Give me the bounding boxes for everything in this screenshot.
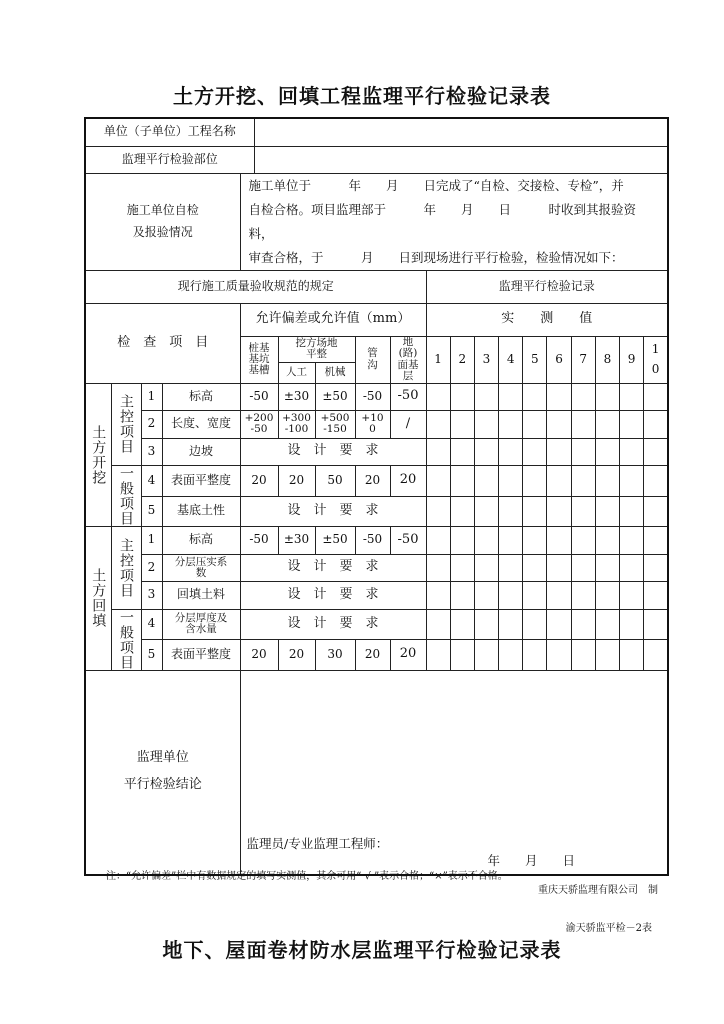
measured-value-cell[interactable]	[571, 554, 595, 582]
measured-value-cell[interactable]	[499, 582, 523, 610]
measured-value-cell[interactable]	[595, 383, 619, 411]
measured-value-cell[interactable]	[499, 496, 523, 527]
measured-value-cell[interactable]	[426, 383, 450, 411]
table-row	[85, 640, 668, 671]
inspection-part-label: 监理平行检验部位	[85, 146, 254, 173]
item-number: 4	[141, 466, 162, 497]
measured-value-cell[interactable]	[523, 554, 547, 582]
measured-value-cell[interactable]	[499, 554, 523, 582]
measured-value-cell[interactable]	[571, 582, 595, 610]
measured-value-cell[interactable]	[450, 609, 474, 640]
main-items-label	[111, 527, 141, 610]
measured-value-cell[interactable]	[523, 438, 547, 466]
tolerance-value: 20	[278, 640, 315, 671]
measured-value-cell[interactable]	[547, 438, 571, 466]
col-manual: 人工	[278, 362, 315, 383]
measured-value-cell[interactable]	[450, 527, 474, 555]
spec-header: 现行施工质量验收规范的规定	[85, 270, 426, 303]
measured-value-cell[interactable]	[523, 466, 547, 497]
measured-value-cell[interactable]	[426, 496, 450, 527]
measured-value-cell[interactable]	[595, 466, 619, 497]
tolerance-value: 20	[355, 466, 390, 497]
measured-value-cell[interactable]	[547, 411, 571, 439]
measured-value-cell[interactable]	[450, 383, 474, 411]
date-label: 年 月 日	[487, 852, 576, 868]
main-items-label	[111, 383, 141, 466]
measured-value-cell[interactable]	[450, 582, 474, 610]
self-check-label	[85, 173, 240, 270]
measured-value-cell[interactable]	[474, 411, 498, 439]
inspection-part-field[interactable]	[254, 146, 668, 173]
check-items-header: 检 查 项 目	[85, 303, 240, 383]
measured-value-cell[interactable]	[595, 609, 619, 640]
col-road: 地(路)面基层	[390, 336, 426, 383]
tolerance-value: +200 -50	[240, 411, 278, 439]
maker: 重庆天骄监理有限公司 制	[538, 885, 658, 896]
tolerance-value: 20	[240, 640, 278, 671]
measured-value-cell[interactable]	[523, 496, 547, 527]
item-name: 回填土料	[162, 582, 240, 610]
signature-label: 监理员/专业监理工程师：	[246, 835, 389, 851]
measured-value-cell[interactable]	[499, 466, 523, 497]
measure-col-header: 9	[620, 336, 644, 383]
measured-value-cell[interactable]	[523, 640, 547, 671]
measured-value-cell[interactable]	[595, 582, 619, 610]
item-name: 边坡	[162, 438, 240, 466]
tolerance-value: ±30	[278, 527, 315, 555]
section-label	[85, 383, 111, 527]
self-check-label-line: 施工单位自检	[126, 202, 199, 217]
conclusion-label-line: 监理单位	[136, 750, 189, 766]
conclusion-field[interactable]	[240, 670, 668, 875]
measured-value-cell[interactable]	[474, 527, 498, 555]
item-number: 5	[141, 496, 162, 527]
tolerance-value: -50	[240, 383, 278, 411]
measured-value-cell[interactable]	[499, 383, 523, 411]
measured-value-cell[interactable]	[523, 411, 547, 439]
tolerance-value: -50	[240, 527, 278, 555]
col-machine: 机械	[315, 362, 355, 383]
measured-value-cell[interactable]	[620, 438, 644, 466]
measured-value-cell[interactable]	[426, 554, 450, 582]
col-site: 挖方场地平整	[278, 336, 355, 362]
measured-value-cell[interactable]	[595, 438, 619, 466]
group-label-text: 一般项目	[118, 466, 135, 526]
next-form-title: 地下、屋面卷材防水层监理平行检验记录表	[162, 938, 562, 962]
tolerance-value: +300 -100	[278, 411, 315, 439]
measure-col-header: 4	[499, 336, 523, 383]
section-label-text: 土方开挖	[90, 424, 107, 485]
group-label-text: 主控项目	[118, 394, 135, 455]
design-requirement: 设 计 要 求	[240, 438, 426, 466]
section-label-text: 土方回填	[90, 568, 107, 629]
measured-value-cell[interactable]	[499, 411, 523, 439]
measured-value-cell[interactable]	[620, 609, 644, 640]
measured-value-cell[interactable]	[620, 496, 644, 527]
measured-value-cell[interactable]	[450, 554, 474, 582]
tolerance-value: +10 0	[355, 411, 390, 439]
measure-col-header: 2	[450, 336, 474, 383]
item-name: 标高	[162, 527, 240, 555]
measured-value-cell[interactable]	[450, 438, 474, 466]
item-name: 基底土性	[162, 496, 240, 527]
measured-header: 实 测 值	[426, 303, 668, 336]
self-check-line: 自检合格。项目监理部于 年 月 日 时收到其报验资料，	[248, 201, 637, 241]
tolerance-value: ±50	[315, 527, 355, 555]
self-check-text[interactable]	[240, 173, 668, 270]
self-check-line: 审查合格，于 月 日到现场进行平行检验，检验情况如下：	[248, 249, 624, 265]
item-name: 标高	[162, 383, 240, 411]
table-row	[85, 554, 668, 582]
measure-col-header: 7	[571, 336, 595, 383]
col-pile: 桩基基坑基槽	[240, 336, 278, 383]
measured-value-cell[interactable]	[474, 383, 498, 411]
tolerance-value: /	[390, 411, 426, 439]
measured-value-cell[interactable]	[499, 438, 523, 466]
form-code: 渝天骄监平检－2表	[565, 923, 652, 934]
measured-value-cell[interactable]	[474, 554, 498, 582]
item-name: 分层压实系数	[162, 554, 240, 582]
form-title: 土方开挖、回填工程监理平行检验记录表	[173, 84, 551, 108]
measured-value-cell[interactable]	[595, 496, 619, 527]
measured-value-cell[interactable]	[620, 466, 644, 497]
tolerance-value: 30	[315, 640, 355, 671]
measured-value-cell[interactable]	[523, 527, 547, 555]
item-number: 2	[141, 554, 162, 582]
measured-value-cell[interactable]	[426, 640, 450, 671]
measured-value-cell[interactable]	[547, 496, 571, 527]
measured-value-cell[interactable]	[571, 527, 595, 555]
tolerance-value: 20	[390, 640, 426, 671]
measured-value-cell[interactable]	[499, 640, 523, 671]
measured-value-cell[interactable]	[620, 411, 644, 439]
table-row	[85, 383, 668, 411]
measured-value-cell[interactable]	[571, 438, 595, 466]
measured-value-cell[interactable]	[450, 466, 474, 497]
measured-value-cell[interactable]	[426, 466, 450, 497]
measured-value-cell[interactable]	[450, 640, 474, 671]
measured-value-cell[interactable]	[426, 438, 450, 466]
table-row	[85, 438, 668, 466]
measured-value-cell[interactable]	[547, 554, 571, 582]
inspection-table	[84, 117, 669, 876]
tolerance-value: 50	[315, 466, 355, 497]
measured-value-cell[interactable]	[547, 640, 571, 671]
item-number: 2	[141, 411, 162, 439]
measured-value-cell[interactable]	[523, 609, 547, 640]
unit-name-field[interactable]	[254, 118, 668, 146]
measured-value-cell[interactable]	[571, 411, 595, 439]
measured-value-cell[interactable]	[523, 582, 547, 610]
measured-value-cell[interactable]	[571, 383, 595, 411]
measured-value-cell[interactable]	[474, 496, 498, 527]
item-name: 表面平整度	[162, 640, 240, 671]
item-number: 3	[141, 438, 162, 466]
tolerance-value: -50	[390, 527, 426, 555]
measured-value-cell[interactable]	[644, 438, 668, 466]
measured-value-cell[interactable]	[620, 582, 644, 610]
tolerance-value: +500 -150	[315, 411, 355, 439]
design-requirement: 设 计 要 求	[240, 496, 426, 527]
measured-value-cell[interactable]	[644, 383, 668, 411]
measured-value-cell[interactable]	[474, 609, 498, 640]
measured-value-cell[interactable]	[499, 527, 523, 555]
measure-col-header: 6	[547, 336, 571, 383]
measured-value-cell[interactable]	[644, 609, 668, 640]
tolerance-value: -50	[355, 527, 390, 555]
measured-value-cell[interactable]	[426, 609, 450, 640]
measured-value-cell[interactable]	[474, 466, 498, 497]
record-header: 监理平行检验记录	[426, 270, 668, 303]
measured-value-cell[interactable]	[450, 496, 474, 527]
tolerance-value: ±30	[278, 383, 315, 411]
item-name: 长度、宽度	[162, 411, 240, 439]
measured-value-cell[interactable]	[620, 554, 644, 582]
item-number: 1	[141, 383, 162, 411]
measured-value-cell[interactable]	[595, 527, 619, 555]
measured-value-cell[interactable]	[620, 527, 644, 555]
measured-value-cell[interactable]	[426, 582, 450, 610]
measured-value-cell[interactable]	[474, 640, 498, 671]
measured-value-cell[interactable]	[644, 411, 668, 439]
group-label-text: 一般项目	[118, 609, 135, 670]
item-number: 5	[141, 640, 162, 671]
measured-value-cell[interactable]	[595, 554, 619, 582]
tolerance-value: 20	[355, 640, 390, 671]
general-items-label	[111, 466, 141, 527]
measured-value-cell[interactable]	[571, 496, 595, 527]
measured-value-cell[interactable]	[595, 640, 619, 671]
measured-value-cell[interactable]	[474, 582, 498, 610]
measured-value-cell[interactable]	[547, 582, 571, 610]
design-requirement: 设 计 要 求	[240, 554, 426, 582]
tolerance-value: -50	[355, 383, 390, 411]
measured-value-cell[interactable]	[644, 527, 668, 555]
measured-value-cell[interactable]	[547, 609, 571, 640]
table-row	[85, 466, 668, 497]
measured-value-cell[interactable]	[499, 609, 523, 640]
measured-value-cell[interactable]	[474, 438, 498, 466]
measure-col-header: 8	[595, 336, 619, 383]
tolerance-value: 20	[240, 466, 278, 497]
measured-value-cell[interactable]	[523, 383, 547, 411]
tolerance-value: -50	[390, 383, 426, 411]
measured-value-cell[interactable]	[644, 640, 668, 671]
item-number: 3	[141, 582, 162, 610]
general-items-label	[111, 609, 141, 670]
table-row	[85, 609, 668, 640]
footnote: 注：“允许偏差”栏中有数据规定的填写实测值，其余可用“ √ ”表示合格；“×”表示不合格。	[106, 871, 508, 882]
tolerance-header: 允许偏差或允许值（mm）	[240, 303, 426, 336]
item-name: 表面平整度	[162, 466, 240, 497]
tolerance-value: 20	[278, 466, 315, 497]
col-trench: 管沟	[355, 336, 390, 383]
measured-value-cell[interactable]	[595, 411, 619, 439]
measured-value-cell[interactable]	[620, 640, 644, 671]
group-label-text: 主控项目	[118, 537, 135, 598]
item-number: 1	[141, 527, 162, 555]
measure-col-header: 3	[474, 336, 498, 383]
measured-value-cell[interactable]	[450, 411, 474, 439]
conclusion-label	[85, 670, 240, 875]
section-label	[85, 527, 111, 671]
tolerance-value: ±50	[315, 383, 355, 411]
measured-value-cell[interactable]	[547, 466, 571, 497]
tolerance-value: 20	[390, 466, 426, 497]
item-number: 4	[141, 609, 162, 640]
measure-col-header: 10	[644, 336, 668, 383]
measured-value-cell[interactable]	[571, 609, 595, 640]
measured-value-cell[interactable]	[644, 582, 668, 610]
table-row	[85, 582, 668, 610]
item-name: 分层厚度及含水量	[162, 609, 240, 640]
measured-value-cell[interactable]	[620, 383, 644, 411]
self-check-line: 施工单位于 年 月 日完成了“自检、交接检、专检”，并	[248, 177, 624, 193]
measured-value-cell[interactable]	[571, 640, 595, 671]
measured-value-cell[interactable]	[426, 527, 450, 555]
table-row	[85, 527, 668, 555]
measure-col-header: 5	[523, 336, 547, 383]
measured-value-cell[interactable]	[426, 411, 450, 439]
measured-value-cell[interactable]	[571, 466, 595, 497]
measured-value-cell[interactable]	[644, 466, 668, 497]
conclusion-label-line: 平行检验结论	[123, 777, 202, 793]
self-check-label-line: 及报验情况	[132, 224, 193, 239]
measure-col-header: 1	[426, 336, 450, 383]
table-row	[85, 411, 668, 439]
design-requirement: 设 计 要 求	[240, 582, 426, 610]
measured-value-cell[interactable]	[547, 527, 571, 555]
measured-value-cell[interactable]	[547, 383, 571, 411]
measured-value-cell[interactable]	[644, 496, 668, 527]
unit-name-label: 单位（子单位）工程名称	[85, 118, 254, 146]
measured-value-cell[interactable]	[644, 554, 668, 582]
design-requirement: 设 计 要 求	[240, 609, 426, 640]
table-row	[85, 496, 668, 527]
